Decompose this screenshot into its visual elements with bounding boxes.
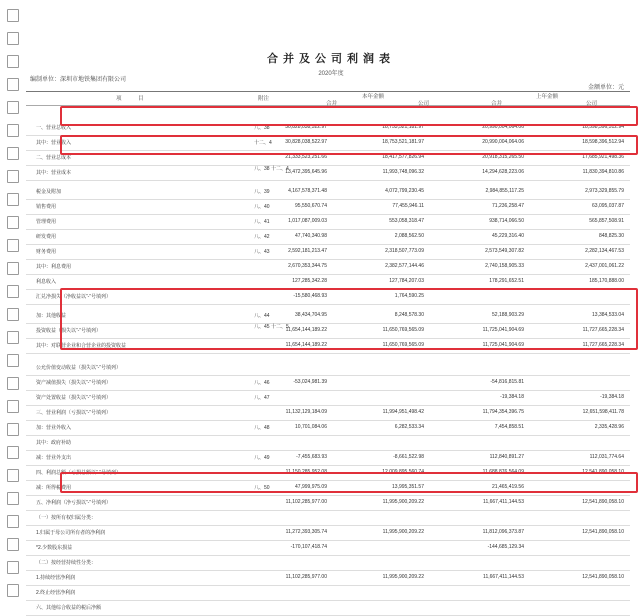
binder-hole [7, 469, 19, 482]
binder-hole [7, 9, 19, 22]
row-label: 六、其他综合收益的税后净额 [36, 605, 102, 611]
row-previous-consolidated: 20,990,004,064.06 [482, 124, 524, 130]
row-current-company: 18,753,521,181.97 [382, 139, 424, 145]
row-previous-consolidated: 45,229,316.40 [492, 233, 524, 239]
row-label: 研发费用 [36, 234, 57, 240]
row-previous-consolidated: 938,714,066.50 [489, 218, 524, 224]
row-note: 八、49 [254, 455, 270, 461]
row-label: 二、营业总成本 [36, 155, 72, 161]
row-previous-company: 12,541,890,058.10 [582, 529, 624, 535]
binder-hole [7, 492, 19, 505]
table-row [26, 555, 630, 571]
row-current-company: 77,455,946.11 [392, 203, 424, 209]
binder-hole [7, 423, 19, 436]
row-previous-consolidated: 7,454,858.51 [494, 424, 524, 430]
row-current-company: 11,995,900,209.22 [382, 499, 424, 505]
row-previous-company: 11,830,394,810.86 [582, 169, 624, 175]
binder-hole [7, 561, 19, 574]
row-previous-company: 12,651,598,411.78 [582, 409, 624, 415]
row-previous-consolidated: 2,573,549,307.82 [485, 248, 524, 254]
row-current-consolidated: 95,550,670.74 [295, 203, 327, 209]
row-previous-company: 11,727,665,228.34 [582, 342, 624, 348]
row-label: 其中：利息费用 [36, 264, 72, 270]
row-previous-company: 2,437,001,061.22 [585, 263, 624, 269]
row-label: 2.终止经营净利润 [36, 590, 76, 596]
binder-hole [7, 331, 19, 344]
row-current-company: 18,417,577,826.94 [382, 154, 424, 160]
row-label: 1.持续经营净利润 [36, 575, 76, 581]
header-note: 附注 [258, 96, 270, 102]
header-previous-year: 上年金额 [536, 94, 559, 100]
row-current-consolidated: 11,132,129,184.09 [285, 409, 327, 415]
row-current-consolidated: 11,654,144,189.22 [285, 327, 327, 333]
row-current-consolidated: -53,024,981.39 [293, 379, 327, 385]
row-label: 资产减值损失（损失以“-”号填列） [36, 380, 111, 386]
row-current-consolidated: 11,150,285,952.08 [285, 469, 327, 475]
row-current-company: 1,764,590.25 [394, 293, 424, 299]
row-previous-consolidated: 11,725,041,904.69 [482, 327, 524, 333]
row-label: 利息收入 [36, 279, 57, 285]
table-row [26, 495, 630, 511]
currency-unit: 金额单位：元 [587, 85, 624, 91]
row-previous-consolidated: 14,294,628,223.06 [482, 169, 524, 175]
row-previous-company: 13,384,533.04 [592, 312, 624, 318]
row-current-consolidated: -170,107,418.74 [290, 544, 327, 550]
binder-hole [7, 400, 19, 413]
row-note: 八、38 [254, 125, 270, 131]
row-note: 十二、4 [254, 140, 272, 146]
row-note: 八、46 [254, 380, 270, 386]
row-label: 管理费用 [36, 219, 57, 225]
row-label: 其中：对联营企业和合营企业的投资收益 [36, 343, 127, 349]
row-current-company: 11,994,951,498.42 [382, 409, 424, 415]
row-previous-consolidated: 11,812,096,373.87 [482, 529, 524, 535]
row-label: 减：所得税费用 [36, 485, 72, 491]
row-current-company: 11,993,748,096.32 [382, 169, 424, 175]
header-current-company: 公司 [418, 101, 430, 107]
row-previous-company: -19,384.18 [600, 394, 624, 400]
binder-hole [7, 285, 19, 298]
row-label: 三、营业利润（亏损以“-”号填列） [36, 410, 111, 416]
row-previous-consolidated: 112,840,891.27 [489, 454, 524, 460]
row-current-consolidated: 47,999,975.09 [295, 484, 327, 490]
row-previous-consolidated: 2,984,855,117.25 [485, 188, 524, 194]
row-previous-consolidated: -144,685,129.34 [487, 544, 524, 550]
header-item: 项 目 [116, 96, 144, 102]
row-previous-consolidated: -19,384.18 [500, 394, 524, 400]
highlight-operating-revenue [60, 106, 638, 126]
row-note: 八、44 [254, 313, 270, 319]
table-row [26, 390, 630, 406]
row-current-consolidated: 127,285,342.28 [292, 278, 327, 284]
row-current-company: 13,995,351.57 [392, 484, 424, 490]
table-row [26, 360, 630, 376]
row-note: 八、43 [254, 249, 270, 255]
row-previous-company: 11,727,665,228.34 [582, 327, 624, 333]
row-current-consolidated: 30,828,038,522.97 [285, 139, 327, 145]
row-previous-company: 112,031,774.64 [589, 454, 624, 460]
row-current-consolidated: 21,333,523,251.66 [285, 154, 327, 160]
row-current-company: 4,072,799,230.45 [385, 188, 424, 194]
row-previous-company: 18,598,396,512.94 [582, 139, 624, 145]
row-current-consolidated: 30,828,038,522.97 [285, 124, 327, 130]
row-current-company: 6,282,533.34 [394, 424, 424, 430]
row-label: 四、利润总额（亏损总额以“-”号填列） [36, 470, 121, 476]
row-current-company: 553,058,318.47 [389, 218, 424, 224]
row-label: 其中：营业收入 [36, 140, 72, 146]
row-current-company: 127,784,207.03 [389, 278, 424, 284]
row-previous-company: 2,973,329,855.79 [585, 188, 624, 194]
row-current-consolidated: 38,434,704.95 [295, 312, 327, 318]
row-previous-company: 17,685,921,498.36 [582, 154, 624, 160]
header-current-consolidated: 合并 [326, 101, 338, 107]
row-current-consolidated: 47,740,340.98 [295, 233, 327, 239]
row-note: 八、41 [254, 219, 270, 225]
row-current-consolidated: 1,017,087,009.03 [288, 218, 327, 224]
row-current-company: 2,382,577,144.46 [385, 263, 424, 269]
row-label: 财务费用 [36, 249, 57, 255]
row-label: 公允价值变动收益（损失以“-”号填列） [36, 365, 121, 371]
binder-hole [7, 538, 19, 551]
income-statement-table [26, 91, 630, 611]
table-row [26, 585, 630, 601]
row-current-company: 12,009,895,560.74 [382, 469, 424, 475]
row-previous-company: 18,598,396,512.94 [582, 124, 624, 130]
row-label: 其中：政府补助 [36, 440, 72, 446]
binder-hole [7, 32, 19, 45]
row-current-consolidated: 11,102,285,977.00 [285, 574, 327, 580]
binder-hole [7, 124, 19, 137]
binder-hole [7, 55, 19, 68]
row-note: 八、50 [254, 485, 270, 491]
row-previous-consolidated: 11,794,354,396.75 [482, 409, 524, 415]
row-current-consolidated: 2,670,353,344.75 [288, 263, 327, 269]
row-note: 八、48 [254, 425, 270, 431]
table-row [26, 540, 630, 556]
row-label: 税金及附加 [36, 189, 62, 195]
row-previous-company: 848,825.30 [598, 233, 624, 239]
row-current-consolidated: 11,102,285,977.00 [285, 499, 327, 505]
row-previous-consolidated: 11,667,411,144.53 [483, 499, 524, 505]
row-current-company: 11,650,769,565.09 [382, 327, 424, 333]
row-label: 汇兑净损失（净收益以“-”号填列） [36, 294, 111, 300]
binder-hole [7, 239, 19, 252]
binder-hole [7, 515, 19, 528]
row-note: 八、47 [254, 395, 270, 401]
row-current-consolidated: 11,654,144,189.22 [285, 342, 327, 348]
table-row [26, 510, 630, 526]
binder-hole [7, 354, 19, 367]
row-note: 八、38 十二、4 [254, 166, 289, 172]
table-row [26, 244, 630, 260]
row-current-consolidated: 10,701,084.06 [295, 424, 327, 430]
page-title: 合并及公司利润表 [267, 53, 395, 65]
statement-year: 2020年度 [318, 71, 344, 77]
row-note: 八、42 [254, 234, 270, 240]
row-previous-consolidated: 71,236,258.47 [492, 203, 524, 209]
table-row [26, 214, 630, 230]
highlight-net-profit [60, 472, 638, 493]
row-label: 一、营业总收入 [36, 125, 72, 131]
binder-hole [7, 78, 19, 91]
row-current-consolidated: 13,472,395,645.96 [285, 169, 327, 175]
row-label: 资产处置收益（损失以“-”号填列） [36, 395, 111, 401]
row-note: 八、45 十二、5 [254, 324, 289, 330]
binder-hole [7, 193, 19, 206]
row-previous-company: 12,541,890,058.10 [582, 574, 624, 580]
highlight-operating-cost [60, 135, 638, 155]
row-current-company: 11,650,769,565.09 [382, 342, 424, 348]
row-label: 投资收益（损失以“-”号填列） [36, 328, 101, 334]
row-note: 八、40 [254, 204, 270, 210]
row-previous-consolidated: 20,918,315,265.50 [482, 154, 524, 160]
table-row [26, 165, 630, 181]
binder-hole [7, 216, 19, 229]
row-previous-consolidated: -54,816,815.81 [490, 379, 524, 385]
binder-hole [7, 377, 19, 390]
row-previous-consolidated: 2,740,158,905.33 [485, 263, 524, 269]
row-current-consolidated: 11,272,393,305.74 [285, 529, 327, 535]
row-current-company: 2,088,562.50 [394, 233, 424, 239]
table-row [26, 525, 630, 541]
row-previous-consolidated: 20,990,004,064.06 [482, 139, 524, 145]
table-row [26, 570, 630, 586]
table-row [26, 375, 630, 391]
table-row [26, 420, 630, 436]
row-previous-company: 565,857,508.91 [589, 218, 624, 224]
highlight-other-income [60, 288, 638, 350]
row-previous-company: 12,541,890,058.10 [582, 499, 624, 505]
row-label: （一）按所有权归属分类： [36, 515, 97, 521]
row-note: 八、39 [254, 189, 270, 195]
binder-holes [0, 0, 22, 586]
row-current-consolidated: -15,580,468.93 [293, 293, 327, 299]
row-previous-consolidated: 11,667,411,144.53 [483, 574, 524, 580]
row-label: 五、净利润（净亏损以“-”号填列） [36, 500, 111, 506]
row-previous-consolidated: 178,291,652.51 [489, 278, 524, 284]
row-current-company: 18,753,521,181.97 [382, 124, 424, 130]
row-previous-company: 2,282,134,467.53 [585, 248, 624, 254]
header-previous-consolidated: 合并 [491, 101, 503, 107]
row-label: （二）按经营持续性分类： [36, 560, 97, 566]
row-label: 销售费用 [36, 204, 57, 210]
row-current-company: 2,318,507,773.09 [385, 248, 424, 254]
table-row [26, 184, 630, 200]
reporting-entity: 编制单位：深圳市地铁集团有限公司 [30, 77, 127, 83]
binder-hole [7, 262, 19, 275]
table-header [26, 92, 630, 106]
row-previous-company: 63,095,037.87 [592, 203, 624, 209]
row-label: *2.少数股东损益 [36, 545, 73, 551]
binder-hole [7, 101, 19, 114]
row-label: 加：营业外收入 [36, 425, 72, 431]
row-label: 1.归属于母公司所有者的净利润 [36, 530, 106, 536]
row-current-company: -8,661,522.98 [393, 454, 424, 460]
row-current-consolidated: -7,455,683.93 [296, 454, 327, 460]
row-previous-consolidated: 11,725,041,904.69 [482, 342, 524, 348]
row-previous-company: 185,170,888.00 [589, 278, 624, 284]
row-current-consolidated: 4,167,578,371.48 [288, 188, 327, 194]
row-current-consolidated: 2,592,181,213.47 [288, 248, 327, 254]
income-statement-page [26, 0, 636, 611]
table-row [26, 450, 630, 466]
binder-hole [7, 170, 19, 183]
binder-hole [7, 147, 19, 160]
table-row [26, 199, 630, 215]
table-row [26, 259, 630, 275]
row-previous-consolidated: 11,688,876,564.09 [482, 469, 524, 475]
table-row [26, 229, 630, 245]
row-label: 减：营业外支出 [36, 455, 72, 461]
row-label: 加：其他收益 [36, 313, 67, 319]
row-previous-consolidated: 21,465,419.56 [492, 484, 524, 490]
row-previous-company: 2,335,428.96 [594, 424, 624, 430]
header-current-year: 本年金额 [362, 94, 385, 100]
row-previous-company: 12,541,890,058.10 [582, 469, 624, 475]
row-current-company: 8,248,578.30 [394, 312, 424, 318]
binder-hole [7, 446, 19, 459]
header-previous-company: 公司 [586, 101, 598, 107]
row-current-company: 11,995,900,209.22 [382, 529, 424, 535]
row-label: 其中：营业成本 [36, 170, 72, 176]
binder-hole [7, 308, 19, 321]
row-current-company: 11,995,900,209.22 [382, 574, 424, 580]
row-previous-consolidated: 52,188,903.29 [492, 312, 524, 318]
table-row [26, 435, 630, 451]
table-row [26, 600, 630, 616]
table-row [26, 405, 630, 421]
